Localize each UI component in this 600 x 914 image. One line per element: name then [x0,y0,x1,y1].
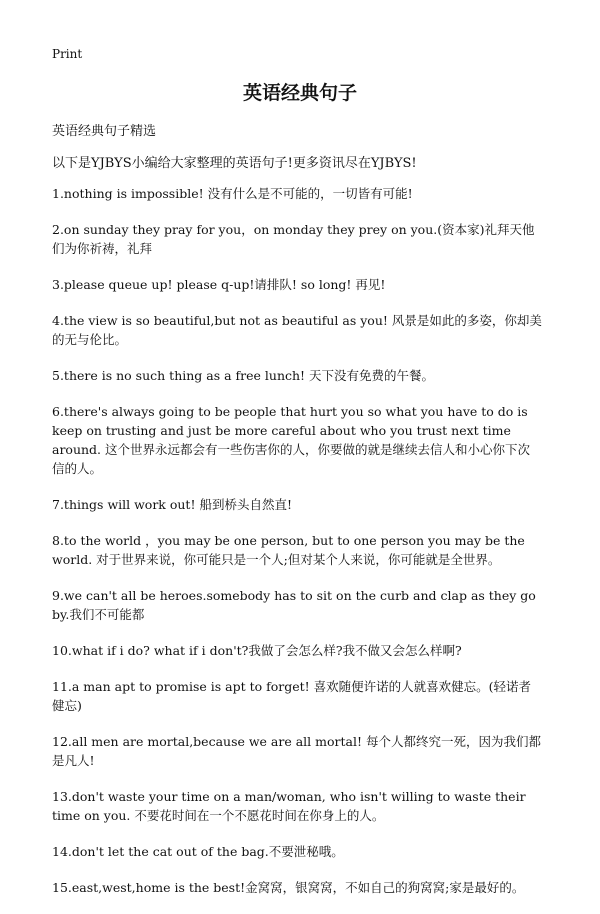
sentence-item: 14.don't let the cat out of the bag.不要泄秘哦。 [52,844,344,859]
sentence-item: 3.please queue up! please q-up!请排队! so long! 再见! [52,277,386,292]
sentence-item: 7.things will work out! 船到桥头自然直! [52,497,292,512]
sentence-item: 6.there's always going to be people that hurt you so what you have to do is keep on trusting and just be more careful about who you trust next time around. 这个世界永远都会有一些伤害你的人，你要做的就是继续去信人和小心你下次信的人。 [52,404,531,476]
sentence-item: 10.what if i do? what if i don't?我做了会怎么样?我不做又会怎么样啊? [52,643,462,658]
page-title: 英语经典句子 [242,82,357,104]
sentence-item: 12.all men are mortal,because we are all mortal! 每个人都终究一死，因为我们都是凡人! [52,734,541,768]
sentence-item: 4.the view is so beautiful,but not as beautiful as you! 风景是如此的多姿，你却美的无与伦比。 [52,313,542,347]
sentence-item: 1.nothing is impossible! 没有什么是不可能的，一切皆有可能! [52,186,413,201]
sentence-item: 5.there is no such thing as a free lunch! 天下没有免费的午餐。 [52,368,435,383]
sentence-list [52,184,542,914]
sentence-item: 13.don't waste your time on a man/woman, who isn't willing to waste their time on you. 不要花时间在一个不愿花时间在你身上的人。 [52,789,526,823]
sentence-item: 9.we can't all be heroes.somebody has to sit on the curb and clap as they go by.我们不可能都 [52,588,536,622]
sentence-item: 8.to the world ，you may be one person, but to one person you may be the world. 对于世界来说，你可能只是一个人;但对某个人来说，你可能就是全世界。 [52,533,525,567]
page-subtitle: 英语经典句子精选 [52,124,157,139]
sentence-item: 2.on sunday they pray for you，on monday they prey on you.(资本家)礼拜天他们为你祈祷，礼拜 [52,222,535,256]
sentence-item: 15.east,west,home is the best!金窝窝，银窝窝，不如自己的狗窝窝;家是最好的。 [52,880,525,895]
sentence-item: 11.a man apt to promise is apt to forget! 喜欢随便许诺的人就喜欢健忘。(轻诺者健忘) [52,679,532,713]
print-link[interactable]: Print [52,47,83,61]
intro-text: 以下是YJBYS小编给大家整理的英语句子!更多资讯尽在YJBYS! [52,156,417,171]
